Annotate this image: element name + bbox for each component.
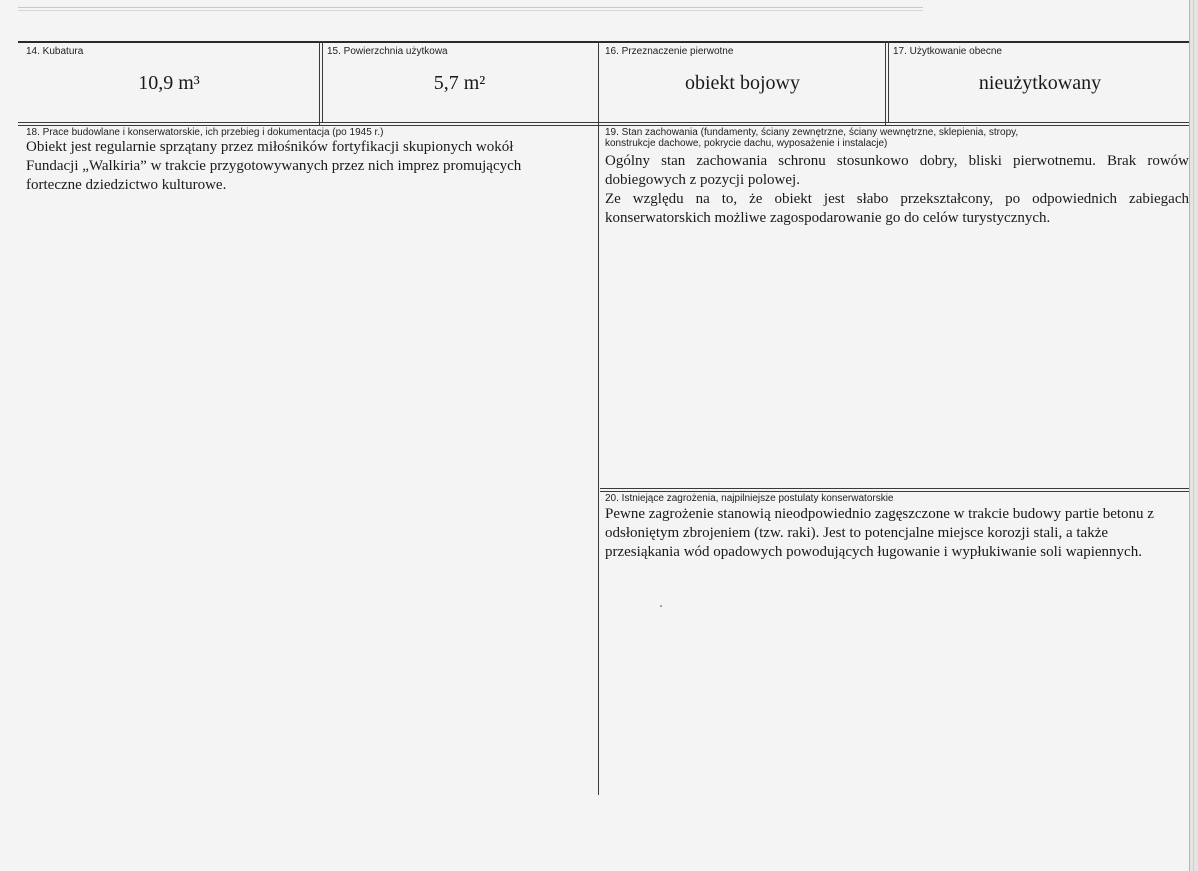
stan-zachowania-label-line1: 19. Stan zachowania (fundamenty, ściany zewnętrzne, ściany wewnętrzne, sklepienia, stropy,	[605, 127, 1019, 138]
przeznaczenie-pierwotne-label: 16. Przeznaczenie pierwotne	[605, 46, 734, 57]
text-line: Fundacji „Walkiria” w trakcie przygotowywanych przez nich imprez promujących	[26, 158, 522, 174]
text-line: odsłoniętym zbrojeniem (tzw. raki). Jest to potencjalne miejsce korozji stali, a także	[605, 525, 1109, 541]
row2-top-rule	[18, 125, 1189, 126]
kubatura-label: 14. Kubatura	[26, 46, 84, 57]
row1-bottom-rule	[18, 122, 1189, 123]
stan-zachowania-label-line2: konstrukcje dachowe, pokrycie dachu, wyposażenie i instalacje)	[605, 138, 888, 149]
stan-zachowania-paragraph-2: Ze względu na to, że obiekt jest słabo przekształcony, po odpowiednich zabiegach konserwatorskich możliwe zagospodarowanie go do celów turystycznych.	[605, 191, 1189, 226]
uzytkowanie-obecne-label: 17. Użytkowanie obecne	[893, 46, 1002, 57]
col-divider-16-17	[885, 41, 886, 125]
powierzchnia-uzytkowa-value: 5,7 m²	[433, 72, 486, 94]
section-20-top-rule	[600, 488, 1189, 489]
section-20-top-rule-inner	[600, 491, 1189, 492]
kubatura-value: 10,9 m³	[138, 72, 200, 94]
scan-top-line	[18, 7, 923, 8]
prace-budowlane-text	[26, 138, 591, 195]
text-line: przesiąkania wód opadowych powodujących ługowanie i wypłukiwanie soli wapiennych.	[605, 544, 1142, 560]
col-divider-15-16	[598, 41, 599, 795]
scan-right-edge-line	[1193, 0, 1194, 871]
table-top-rule	[18, 41, 1189, 43]
text-line: Pewne zagrożenie stanowią nieodpowiednio zagęszczone w trakcie budowy partie betonu z	[605, 506, 1154, 522]
scan-speck	[660, 605, 662, 607]
zagrozenia-text	[605, 505, 1189, 562]
scan-top-line-secondary	[18, 10, 923, 11]
prace-budowlane-label: 18. Prace budowlane i konserwatorskie, ich przebieg i dokumentacja (po 1945 r.)	[26, 127, 384, 138]
col-divider-14-15-inner	[322, 41, 323, 122]
stan-zachowania-paragraph-1: Ogólny stan zachowania schronu stosunkowo dobry, bliski pierwotnemu. Brak rowów dobiegowych z pozycji polowej.	[605, 153, 1189, 188]
zagrozenia-label: 20. Istniejące zagrożenia, najpilniejsze postulaty konserwatorskie	[605, 493, 894, 504]
col-divider-14-15	[319, 41, 320, 125]
text-line: Obiekt jest regularnie sprzątany przez miłośników fortyfikacji skupionych wokół	[26, 139, 514, 155]
col-divider-16-17-inner	[888, 41, 889, 122]
uzytkowanie-obecne-value: nieużytkowany	[978, 72, 1102, 94]
przeznaczenie-pierwotne-value: obiekt bojowy	[685, 72, 800, 94]
powierzchnia-uzytkowa-label: 15. Powierzchnia użytkowa	[327, 46, 448, 57]
text-line: forteczne dziedzictwo kulturowe.	[26, 177, 227, 193]
